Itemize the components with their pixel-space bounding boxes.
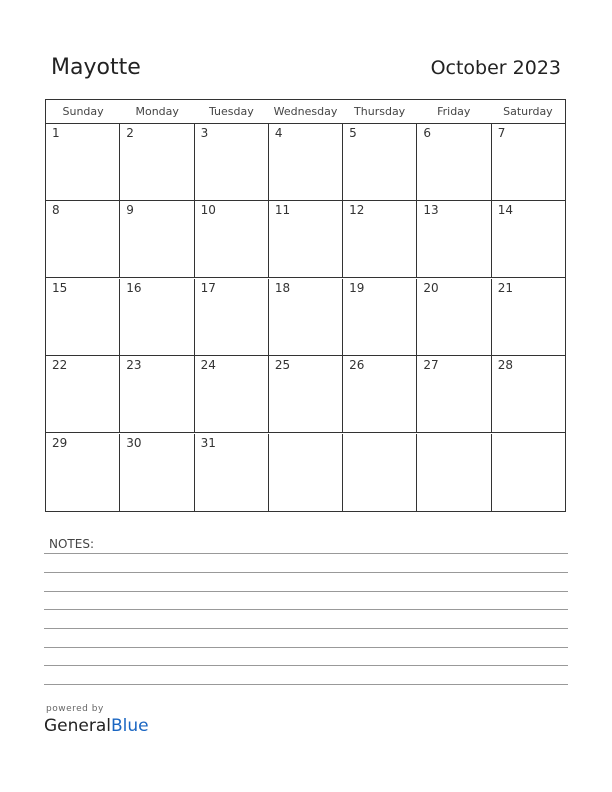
- day-number: 18: [274, 280, 291, 295]
- calendar-day-cell: [343, 356, 417, 432]
- calendar-day-cell: [46, 201, 120, 277]
- calendar-day-cell: [269, 279, 343, 355]
- calendar-day-cell: [46, 434, 120, 511]
- notes-label: NOTES:: [49, 537, 94, 551]
- calendar-day-cell: [195, 356, 269, 432]
- day-number: 22: [52, 358, 68, 373]
- day-number: 24: [200, 358, 216, 373]
- weekday-monday: Monday: [135, 105, 179, 118]
- weekday-thursday: Thursday: [354, 105, 406, 118]
- calendar-region-title: Mayotte: [51, 55, 141, 80]
- day-number: 4: [274, 126, 283, 140]
- powered-by-text: powered by: [46, 704, 104, 714]
- day-number: 5: [349, 126, 357, 140]
- calendar-week-row: [46, 201, 565, 278]
- calendar-day-cell: [269, 124, 343, 200]
- calendar-week-row: [46, 124, 565, 201]
- day-number: 19: [349, 280, 365, 295]
- calendar-day-cell: [195, 124, 269, 200]
- day-number: 13: [423, 203, 439, 218]
- weekday-wednesday: Wednesday: [273, 105, 338, 118]
- day-number: 12: [349, 203, 365, 218]
- calendar-week-row: [46, 279, 565, 356]
- calendar-day-cell: [120, 201, 194, 277]
- weekday-sunday: Sunday: [62, 105, 104, 118]
- day-number: 15: [52, 280, 68, 295]
- calendar-day-cell: [195, 279, 269, 355]
- calendar-day-cell: [492, 434, 565, 511]
- weekday-tuesday: Tuesday: [208, 105, 254, 118]
- calendar-day-cell: [343, 279, 417, 355]
- calendar-day-cell: [417, 124, 491, 200]
- notes-line: [44, 572, 568, 573]
- day-number: 16: [126, 280, 142, 295]
- calendar-day-cell: [343, 124, 417, 200]
- day-number: 25: [274, 358, 291, 373]
- weekday-saturday: Saturday: [503, 105, 553, 118]
- day-number: 28: [497, 358, 513, 373]
- calendar-day-cell: [46, 279, 120, 355]
- day-number: 26: [349, 358, 365, 373]
- calendar-day-cell: [46, 124, 120, 200]
- day-number: 3: [200, 126, 209, 140]
- day-number: 7: [497, 126, 506, 140]
- calendar-day-cell: [120, 434, 194, 511]
- calendar-day-cell: [417, 279, 491, 355]
- calendar-grid: [45, 99, 566, 512]
- day-number: 10: [200, 203, 216, 218]
- day-number: 8: [52, 203, 60, 218]
- calendar-day-cell: [195, 434, 269, 511]
- calendar-day-cell: [120, 124, 194, 200]
- calendar-day-cell: [120, 356, 194, 432]
- calendar-day-cell: [492, 279, 565, 355]
- day-number: 30: [126, 435, 142, 450]
- day-number: 23: [126, 358, 142, 373]
- brand-blue: Blue: [111, 716, 149, 736]
- notes-line: [44, 591, 568, 592]
- notes-line: [44, 609, 568, 610]
- calendar-day-cell: [492, 201, 565, 277]
- day-number: 6: [423, 126, 432, 140]
- day-number: 27: [423, 358, 439, 373]
- day-number: 31: [200, 435, 216, 450]
- calendar-day-cell: [120, 279, 194, 355]
- day-number: 21: [497, 280, 513, 295]
- calendar-day-cell: [492, 356, 565, 432]
- calendar-day-cell: [417, 434, 491, 511]
- day-number: 14: [497, 203, 513, 218]
- calendar-week-row: [46, 356, 565, 433]
- calendar-day-cell: [492, 124, 565, 200]
- brand-general: General: [44, 716, 111, 736]
- calendar-weeks: [46, 124, 565, 511]
- day-number: 20: [423, 280, 439, 295]
- calendar-day-cell: [417, 356, 491, 432]
- calendar-month-title: October 2023: [430, 57, 561, 79]
- calendar-day-cell: [417, 201, 491, 277]
- calendar-day-cell: [269, 356, 343, 432]
- calendar-day-cell: [195, 201, 269, 277]
- notes-line: [44, 647, 568, 648]
- calendar-week-row: [46, 434, 565, 511]
- calendar-day-cell: [46, 356, 120, 432]
- calendar-day-cell: [343, 201, 417, 277]
- day-number: 29: [52, 435, 68, 450]
- day-number: 1: [52, 126, 60, 140]
- calendar-day-cell: [343, 434, 417, 511]
- notes-line: [44, 628, 568, 629]
- day-number: 17: [200, 280, 216, 295]
- day-number: 9: [126, 203, 134, 218]
- weekday-header: [46, 100, 565, 124]
- calendar-day-cell: [269, 434, 343, 511]
- notes-line: [44, 665, 568, 666]
- notes-line: [44, 553, 568, 554]
- generalblue-logo[interactable]: [44, 716, 149, 736]
- notes-line: [44, 684, 568, 685]
- calendar-day-cell: [269, 201, 343, 277]
- day-number: 11: [274, 203, 291, 218]
- day-number: 2: [126, 126, 134, 140]
- weekday-friday: Friday: [437, 105, 471, 118]
